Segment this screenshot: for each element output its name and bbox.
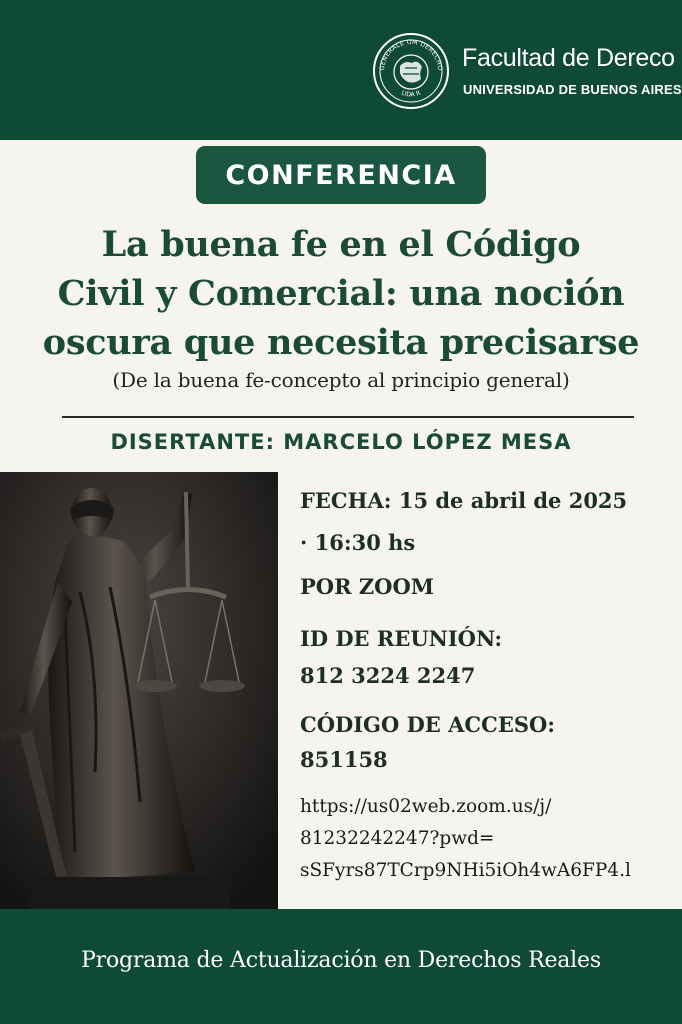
event-time: · 16:30 hs: [300, 530, 416, 555]
seal-text-top: GENERALE OM DERECHO: [378, 38, 444, 71]
speaker-name: DISERTANTE: MARCELO LÓPEZ MESA: [110, 430, 572, 454]
seal-text-bottom: LIDA R: [400, 89, 422, 99]
title-line-2: Civil y Comercial: una noción: [57, 273, 625, 314]
zoom-link-line-1[interactable]: https://us02web.zoom.us/j/: [300, 796, 552, 817]
title-line-1: La buena fe en el Código: [101, 224, 581, 265]
date-value: 15 de abril de 2025: [398, 488, 628, 513]
modality: POR ZOOM: [300, 574, 435, 599]
divider: [62, 416, 634, 418]
university-name: UNIVERSIDAD DE BUENOS AIRES: [463, 82, 682, 97]
conference-title: [20, 220, 662, 367]
university-seal-icon: [372, 32, 450, 110]
conference-badge: [196, 146, 486, 204]
access-code-value: 851158: [300, 747, 388, 772]
zoom-link-line-2[interactable]: 81232242247?pwd=: [300, 828, 495, 849]
program-name: Programa de Actualización en Derechos Reales: [81, 948, 601, 973]
access-code-label: CÓDIGO DE ACCESO:: [300, 712, 556, 737]
lady-justice-statue-icon: [0, 472, 278, 909]
title-line-3: oscura que necesita precisarse: [42, 322, 640, 363]
conference-subtitle: (De la buena fe-concepto al principio general): [112, 368, 570, 392]
conference-badge-label: CONFERENCIA: [225, 159, 457, 191]
zoom-link-line-3[interactable]: sSFyrs87TCrp9NHi5iOh4wA6FP4.l: [300, 860, 631, 881]
faculty-name: Facultad de Dereco: [462, 44, 675, 72]
date-label: FECHA:: [300, 488, 392, 513]
header-banner: [0, 0, 682, 140]
meeting-id-label: ID DE REUNIÓN:: [300, 626, 503, 651]
meeting-id-value: 812 3224 2247: [300, 663, 476, 688]
svg-text:LIDA R: [400, 89, 422, 98]
date-line: [300, 488, 627, 513]
